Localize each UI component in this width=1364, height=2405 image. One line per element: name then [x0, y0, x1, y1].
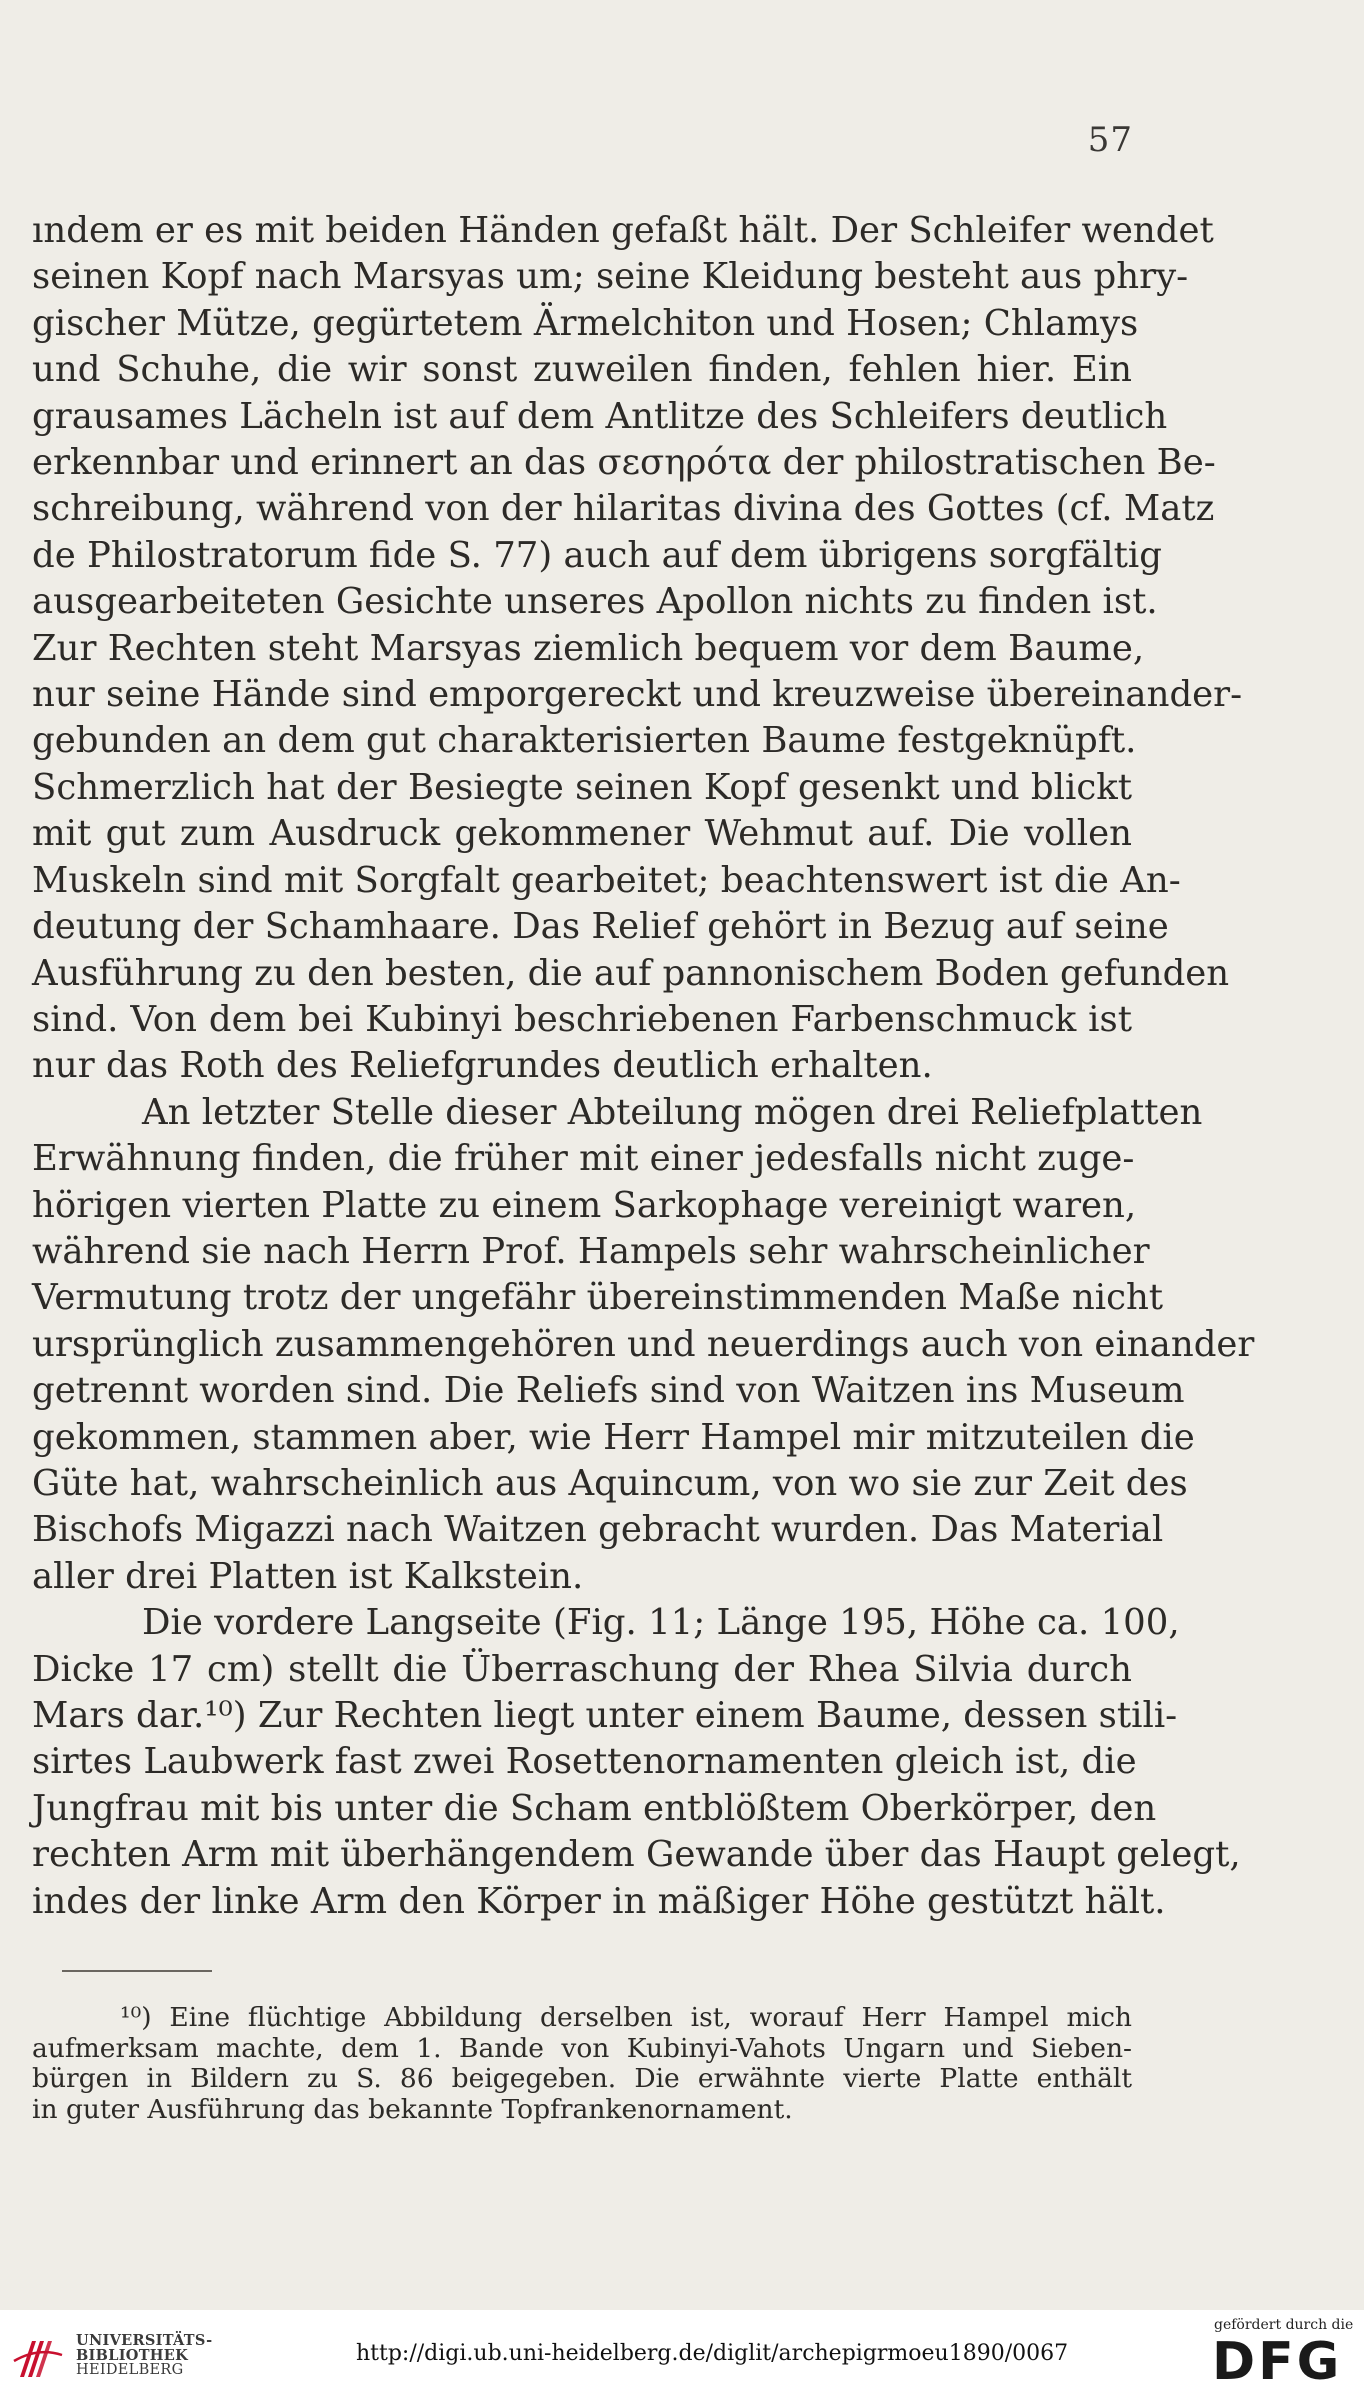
- body-text: [32, 208, 1255, 1925]
- text-line: Ausführung zu den besten, die auf pannonischem Boden gefunden: [32, 952, 1230, 994]
- text-line: sirtes Laubwerk fast zwei Rosettenornamenten gleich ist, die: [32, 1741, 1137, 1783]
- permalink-url[interactable]: http://digi.ub.uni-heidelberg.de/diglit/archepigrmoeu1890/0067: [356, 2341, 1069, 2366]
- text-line: grausames Lächeln ist auf dem Antlitze des Schleifers deutlich: [32, 395, 1168, 437]
- footnote-line: ¹⁰) Eine flüchtige Abbildung derselben ist, worauf Herr Hampel mich: [120, 2002, 1132, 2033]
- text-line: Muskeln sind mit Sorgfalt gearbeitet; beachtenswert ist die An-: [32, 859, 1181, 901]
- dfg-logo: DFG: [1212, 2332, 1343, 2392]
- text-line: deutung der Schamhaare. Das Relief gehört in Bezug auf seine: [32, 906, 1169, 948]
- text-line: Erwähnung finden, die früher mit einer jedesfalls nicht zuge-: [32, 1138, 1135, 1180]
- text-line: schreibung, während von der hilaritas divina des Gottes (cf. Matz: [32, 488, 1215, 530]
- library-name-line3: HEIDELBERG: [76, 2362, 184, 2378]
- text-line: ındem er es mit beiden Händen gefaßt hält. Der Schleifer wendet: [32, 210, 1214, 251]
- text-line: indes der linke Arm den Körper in mäßiger Höhe gestützt hält.: [32, 1880, 1166, 1922]
- text-line: An letzter Stelle dieser Abteilung mögen drei Reliefplatten: [142, 1091, 1203, 1133]
- funded-by-label: gefördert durch die: [1214, 2317, 1354, 2333]
- text-line: gischer Mütze, gegürtetem Ärmelchiton und Hosen; Chlamys: [32, 302, 1139, 344]
- text-line: Die vordere Langseite (Fig. 11; Länge 195, Höhe ca. 100,: [142, 1602, 1180, 1644]
- footnote-line: in guter Ausführung das bekannte Topfrankenornament.: [32, 2093, 793, 2125]
- library-name-line1: UNIVERSITÄTS-: [76, 2332, 213, 2349]
- text-line: sind. Von dem bei Kubinyi beschriebenen Farbenschmuck ist: [32, 998, 1132, 1040]
- text-line: ausgearbeiteten Gesichte unseres Apollon nichts zu finden ist.: [32, 581, 1158, 623]
- paragraph-1: [32, 208, 1243, 1090]
- footnote-divider: [62, 1970, 212, 1972]
- text-line: nur das Roth des Reliefgrundes deutlich erhalten.: [32, 1045, 933, 1087]
- text-line: Zur Rechten steht Marsyas ziemlich bequem vor dem Baume,: [32, 627, 1145, 669]
- text-line: während sie nach Herrn Prof. Hampels sehr wahrscheinlicher: [32, 1230, 1150, 1272]
- text-line: gebunden an dem gut charakterisierten Baume festgeknüpft.: [32, 720, 1137, 762]
- text-line: Mars dar.¹⁰) Zur Rechten liegt unter einem Baume, dessen stili-: [32, 1695, 1178, 1736]
- footnote-line: aufmerksam machte, dem 1. Bande von Kubinyi-Vahots Ungarn und Sieben-: [32, 2032, 1132, 2064]
- text-line: nur seine Hände sind emporgereckt und kreuzweise übereinander-: [32, 674, 1243, 716]
- text-line: getrennt worden sind. Die Reliefs sind von Waitzen ins Museum: [32, 1370, 1185, 1412]
- text-line: hörigen vierten Platte zu einem Sarkophage vereinigt waren,: [32, 1184, 1137, 1226]
- library-name-line2: BIBLIOTHEK: [76, 2347, 189, 2364]
- footnote: [32, 2003, 1132, 2125]
- page-number: 57: [1087, 120, 1133, 160]
- text-line: rechten Arm mit überhängendem Gewande über das Haupt gelegt,: [32, 1834, 1241, 1876]
- library-name: [76, 2333, 212, 2378]
- text-line: ursprünglich zusammengehören und neuerdings auch von einander: [32, 1323, 1255, 1365]
- library-logo-icon: [12, 2333, 64, 2385]
- text-line: aller drei Platten ist Kalkstein.: [32, 1555, 584, 1597]
- text-line: mit gut zum Ausdruck gekommener Wehmut auf. Die vollen: [32, 813, 1132, 855]
- text-line: Güte hat, wahrscheinlich aus Aquincum, von wo sie zur Zeit des: [32, 1462, 1188, 1504]
- text-line: und Schuhe, die wir sonst zuweilen finden, fehlen hier. Ein: [32, 349, 1132, 391]
- text-line: seinen Kopf nach Marsyas um; seine Kleidung besteht aus phry-: [32, 256, 1189, 298]
- text-line: Bischofs Migazzi nach Waitzen gebracht wurden. Das Material: [32, 1509, 1164, 1551]
- text-line: Dicke 17 cm) stellt die Überraschung der Rhea Silvia durch: [32, 1648, 1132, 1690]
- text-line: Vermutung trotz der ungefähr übereinstimmenden Maße nicht: [32, 1277, 1164, 1319]
- footnote-line: bürgen in Bildern zu S. 86 beigegeben. Die erwähnte vierte Platte enthält: [32, 2063, 1132, 2094]
- paragraph-3: [32, 1600, 1241, 1925]
- text-line: gekommen, stammen aber, wie Herr Hampel mir mitzuteilen die: [32, 1416, 1195, 1458]
- text-line: de Philostratorum fide S. 77) auch auf dem übrigens sorgfältig: [32, 534, 1163, 576]
- text-line: Schmerzlich hat der Besiegte seinen Kopf gesenkt und blickt: [32, 766, 1132, 808]
- text-line: erkennbar und erinnert an das σεσηρότα der philostratischen Be-: [32, 442, 1216, 484]
- text-line: Jungfrau mit bis unter die Scham entblößtem Oberkörper, den: [32, 1787, 1157, 1829]
- paragraph-2: [32, 1090, 1255, 1600]
